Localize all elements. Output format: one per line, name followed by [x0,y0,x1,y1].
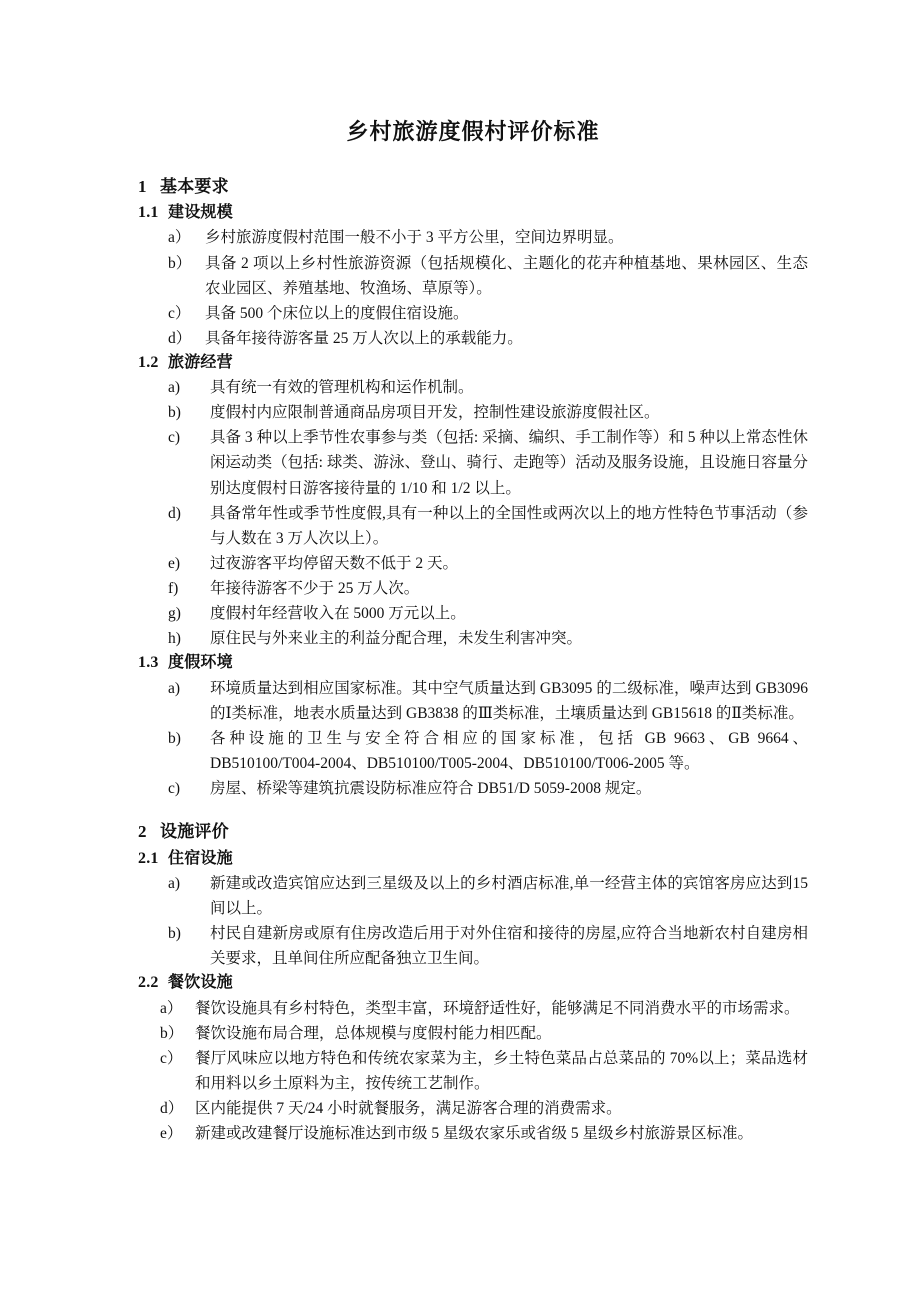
section-2-heading [138,820,808,845]
list-item-text: 餐厅风味应以地方特色和传统农家菜为主，乡土特色菜品占总菜品的 70%以上；菜品选材和用料以乡土原料为主，按传统工艺制作。 [195,1049,808,1092]
list-marker: e） [160,1125,183,1143]
list-item [138,551,808,576]
list-item [138,776,808,801]
list-item [138,626,808,651]
list-item-text: 环境质量达到相应国家标准。其中空气质量达到 GB3095 的二级标准，噪声达到 GB3096 的Ⅰ类标准，地表水质量达到 GB3838 的Ⅲ类标准，土壤质量达到 GB15618 的Ⅱ类标准。 [210,679,808,722]
list-marker: b） [160,1024,184,1042]
section-2 [138,820,808,1146]
list-2-2 [138,996,808,1147]
section-1-title: 基本要求 [160,176,229,196]
list-item-text: 餐饮设施具有乡村特色，类型丰富，环境舒适性好，能够满足不同消费水平的市场需求。 [195,999,800,1017]
subsection-2-1-title: 住宿设施 [168,849,233,867]
subsection-1-1-heading [138,201,808,224]
subsection-1-1-title: 建设规模 [168,204,233,222]
list-item-text: 具备 3 种以上季节性农事参与类（包括: 采摘、编织、手工制作等）和 5 种以上常态性休闲运动类（包括: 球类、游泳、登山、骑行、走跑等）活动及服务设施，且设施日容量分别达度假村日游客接待量的 1/10 和 1/2 以上。 [210,429,808,497]
list-2-1 [138,871,808,971]
page-title: 乡村旅游度假村评价标准 [346,119,600,144]
section-2-number: 2 [138,822,147,842]
section-2-title: 设施评价 [160,822,229,842]
list-item-text: 度假村年经营收入在 5000 万元以上。 [210,605,466,623]
list-item [138,601,808,626]
list-marker: f) [168,580,179,598]
list-marker: a) [168,679,181,697]
list-item [138,1021,808,1046]
list-item-text: 村民自建新房或原有住房改造后用于对外住宿和接待的房屋,应符合当地新农村自建房相关要求，且单间住所应配备独立卫生间。 [210,925,808,968]
section-spacer [138,801,808,820]
list-item [138,425,808,500]
section-1 [138,175,808,802]
list-item-text: 过夜游客平均停留天数不低于 2 天。 [210,554,459,572]
section-1-heading [138,175,808,200]
list-marker: c） [160,1049,183,1067]
list-item-text: 各种设施的卫生与安全符合相应的国家标准，包括 GB 9663、GB 9664、DB510100/T004-2004、DB510100/T005-2004、DB510100/T006-2005 等。 [210,729,808,772]
subsection-1-3-heading [138,651,808,674]
list-item [138,921,808,971]
list-marker: d） [160,1099,184,1117]
list-1-1 [138,225,808,351]
list-item [138,400,808,425]
list-marker: a) [168,379,181,397]
list-item-text: 原住民与外来业主的利益分配合理，未发生利害冲突。 [210,630,583,648]
subsection-2-2-heading [138,971,808,994]
list-marker: b) [168,729,181,747]
list-1-3 [138,676,808,802]
list-item-text: 房屋、桥梁等建筑抗震设防标准应符合 DB51/D 5059-2008 规定。 [210,779,652,797]
list-marker: e) [168,554,181,572]
list-item-text: 具备 2 项以上乡村性旅游资源（包括规模化、主题化的花卉种植基地、果林园区、生态农业园区、养殖基地、牧渔场、草原等）。 [205,254,808,297]
list-marker: d) [168,504,181,522]
list-marker: c) [168,779,181,797]
subsection-2-1-heading [138,847,808,870]
list-marker: a) [168,874,181,892]
list-item [138,375,808,400]
list-item [138,1046,808,1096]
list-marker: a） [160,999,183,1017]
list-item [138,676,808,726]
list-1-2 [138,375,808,651]
list-marker: c) [168,429,181,447]
list-item-text: 具有统一有效的管理机构和运作机制。 [210,379,474,397]
list-item-text: 具备常年性或季节性度假,具有一种以上的全国性或两次以上的地方性特色节事活动（参与人数在 3 万人次以上）。 [210,504,808,547]
list-item [138,501,808,551]
subsection-2-2-title: 餐饮设施 [168,974,233,992]
list-item-text: 新建或改造宾馆应达到三星级及以上的乡村酒店标准,单一经营主体的宾馆客房应达到15间以上。 [210,874,808,918]
list-item [138,726,808,776]
list-marker: h) [168,630,181,648]
subsection-1-2-number: 1.2 [138,353,159,371]
subsection-1-2-heading [138,351,808,374]
list-marker: b) [168,925,181,943]
section-1-number: 1 [138,176,147,196]
subsection-2-1-number: 2.1 [138,849,159,867]
list-item [138,576,808,601]
list-item-text: 新建或改建餐厅设施标准达到市级 5 星级农家乐或省级 5 星级乡村旅游景区标准。 [195,1125,754,1143]
list-item [138,301,808,326]
subsection-1-2-title: 旅游经营 [168,353,233,371]
list-marker: d） [168,329,192,347]
list-item-text: 度假村内应限制普通商品房项目开发，控制性建设旅游度假社区。 [210,404,660,422]
list-item [138,871,808,921]
subsection-1-1-number: 1.1 [138,204,159,222]
list-item [138,1121,808,1146]
list-item [138,225,808,250]
list-item [138,326,808,351]
list-marker: g) [168,605,181,623]
list-item-text: 具备 500 个床位以上的度假住宿设施。 [205,304,469,322]
list-item [138,996,808,1021]
subsection-1-3-number: 1.3 [138,654,159,672]
list-marker: b） [168,254,192,272]
subsection-1-3-title: 度假环境 [168,654,233,672]
list-item-text: 区内能提供 7 天/24 小时就餐服务，满足游客合理的消费需求。 [195,1099,622,1117]
list-item [138,251,808,301]
list-marker: a） [168,229,191,247]
list-item-text: 乡村旅游度假村范围一般不小于 3 平方公里，空间边界明显。 [205,229,624,247]
list-marker: b) [168,404,181,422]
list-item [138,1096,808,1121]
list-marker: c） [168,304,191,322]
list-item-text: 年接待游客不少于 25 万人次。 [210,580,420,598]
list-item-text: 餐饮设施布局合理，总体规模与度假村能力相匹配。 [195,1024,552,1042]
list-item-text: 具备年接待游客量 25 万人次以上的承载能力。 [205,329,523,347]
subsection-2-2-number: 2.2 [138,974,159,992]
